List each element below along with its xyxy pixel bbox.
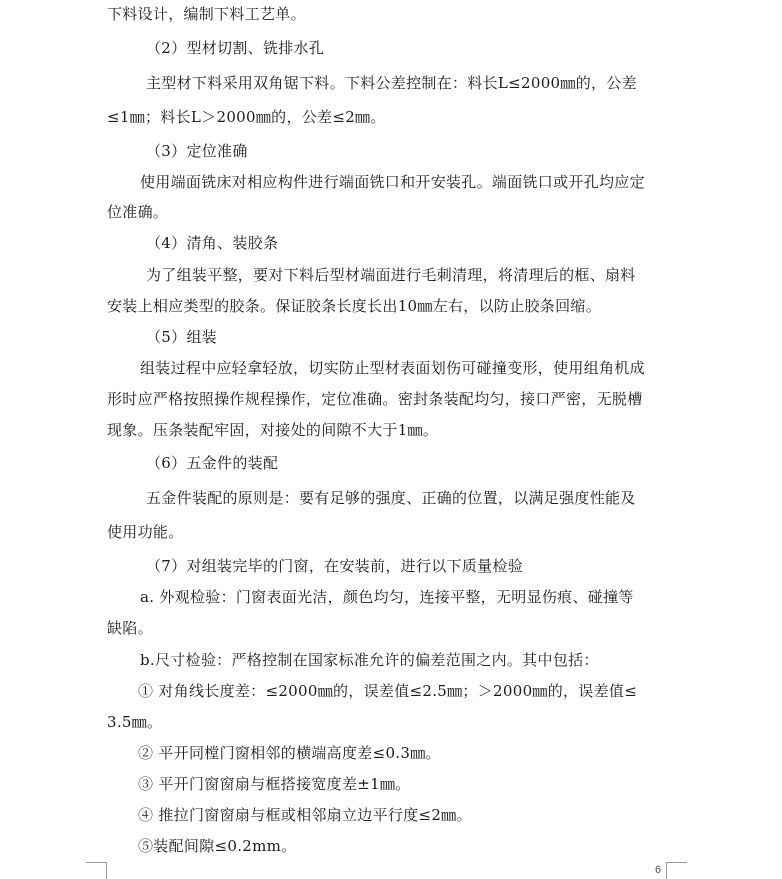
text-line-21: b.尺寸检验：严格控制在国家标准允许的偏差范围之内。其中包括：	[140, 651, 599, 669]
text-line-5: （3）定位准确	[146, 142, 248, 160]
text-line-9: 为了组装平整，要对下料后型材端面进行毛刺清理，将清理后的框、扇料	[146, 266, 636, 284]
crop-mark-bottom-left	[86, 862, 107, 879]
text-line-13: 形时应严格按照操作规程操作，定位准确。密封条装配均匀，接口严密，无脱槽	[107, 390, 643, 408]
text-line-22: ① 对角线长度差：≤2000㎜的，误差值≤2.5㎜；＞2000㎜的，误差值≤	[138, 682, 638, 700]
text-line-2: （2）型材切割、铣排水孔	[146, 39, 325, 57]
text-line-26: ④ 推拉门窗窗扇与框或相邻扇立边平行度≤2㎜。	[138, 806, 472, 824]
text-line-8: （4）清角、装胶条	[146, 234, 279, 252]
text-line-23: 3.5㎜。	[107, 713, 163, 731]
text-line-12: 组装过程中应轻拿轻放，切实防止型材表面划伤可碰撞变形，使用组角机成	[140, 359, 645, 377]
text-line-15: （6）五金件的装配	[146, 454, 279, 472]
text-line-27: ⑤装配间隙≤0.2mm。	[138, 837, 297, 855]
text-line-18: （7）对组装完毕的门窗，在安装前，进行以下质量检验	[146, 557, 524, 575]
text-line-24: ② 平开同樘门窗相邻的横端高度差≤0.3㎜。	[138, 744, 441, 762]
text-line-10: 安装上相应类型的胶条。保证胶条长度长出10㎜左右，以防止胶条回缩。	[107, 297, 601, 315]
text-line-16: 五金件装配的原则是：要有足够的强度、正确的位置，以满足强度性能及	[146, 489, 636, 507]
text-line-25: ③ 平开门窗窗扇与框搭接宽度差±1㎜。	[138, 775, 411, 793]
text-line-17: 使用功能。	[107, 523, 184, 541]
text-line-1: 下料设计，编制下料工艺单。	[107, 5, 306, 23]
page-number: 6	[655, 864, 662, 876]
text-line-3: 主型材下料采用双角锯下料。下料公差控制在：料长L≤2000㎜的，公差	[146, 74, 637, 92]
text-line-20: 缺陷。	[107, 619, 153, 637]
text-line-19: a. 外观检验：门窗表面光洁，颜色均匀，连接平整，无明显伤痕、碰撞等	[140, 588, 634, 606]
text-line-4: ≤1㎜；料长L＞2000㎜的，公差≤2㎜。	[107, 108, 386, 126]
text-line-7: 位准确。	[107, 203, 169, 221]
text-line-11: （5）组装	[146, 328, 218, 346]
text-line-6: 使用端面铣床对相应构件进行端面铣口和开安装孔。端面铣口或开孔均应定	[140, 173, 645, 191]
crop-mark-bottom-right	[666, 862, 687, 879]
text-line-14: 现象。压条装配牢固，对接处的间隙不大于1㎜。	[107, 421, 439, 439]
